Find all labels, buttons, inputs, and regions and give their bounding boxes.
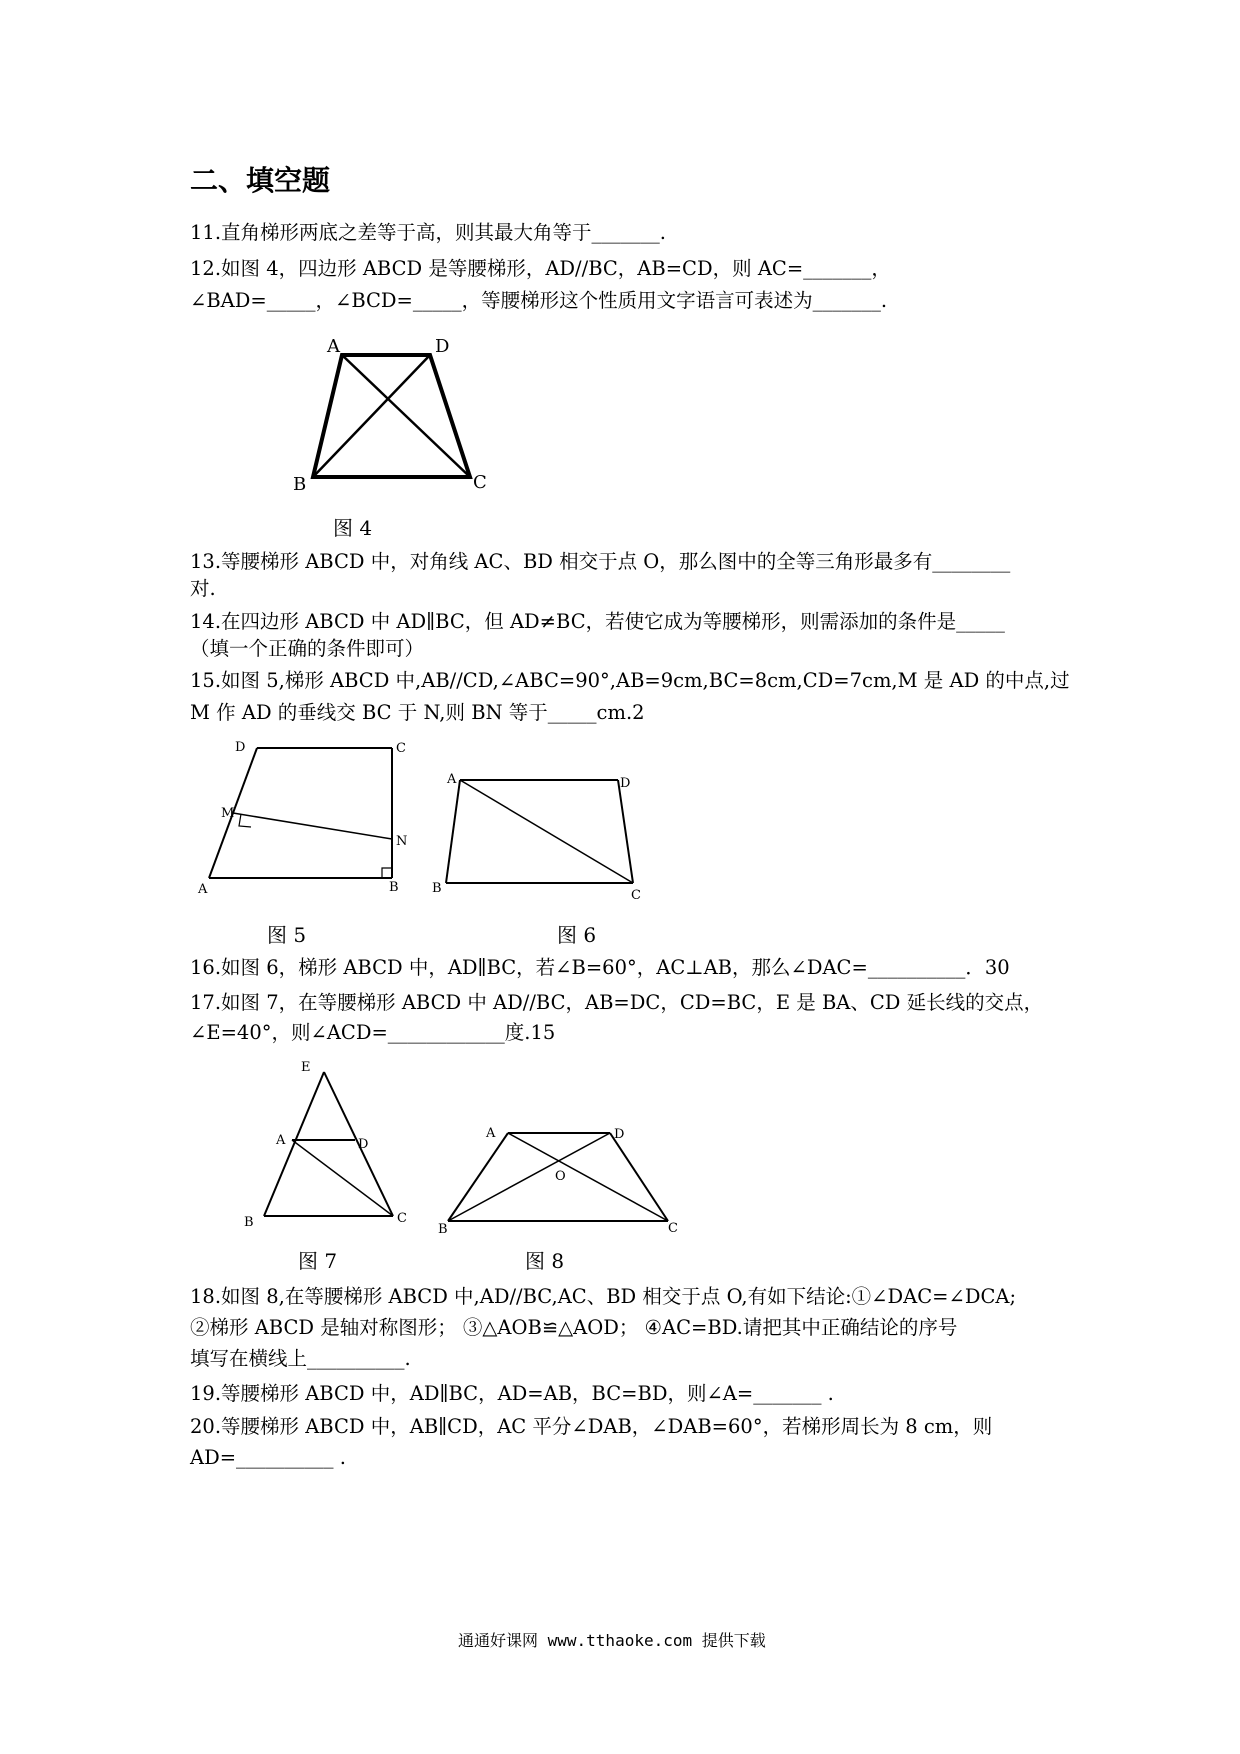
fig5-label-c: C	[396, 741, 406, 756]
figure-8	[430, 1118, 680, 1238]
figure-8-caption: 图 8	[525, 1249, 565, 1273]
question-17-line-1: 17.如图 7，在等腰梯形 ABCD 中 AD//BC，AB=DC，CD=BC，E 是 BA、CD 延长线的交点，	[190, 991, 1044, 1014]
fig5-label-a: A	[198, 882, 208, 897]
question-12-line-2: ∠BAD=_____，∠BCD=_____，等腰梯形这个性质用文字语言可表述为_______.	[190, 289, 888, 312]
question-15-line-1: 15.如图 5,梯形 ABCD 中,AB//CD,∠ABC=90°,AB=9cm,BC=8cm,CD=7cm,M 是 AD 的中点,过	[190, 669, 1070, 692]
figure-7-caption: 图 7	[298, 1249, 338, 1273]
fig5-label-n: N	[396, 834, 408, 849]
question-18-line-3: 填写在横线上__________.	[190, 1347, 411, 1370]
question-15-line-2: M 作 AD 的垂线交 BC 于 N,则 BN 等于_____cm.2	[190, 701, 645, 724]
fig5-label-b: B	[389, 880, 399, 895]
figure-4-caption: 图 4	[333, 516, 373, 540]
fig6-label-b: B	[432, 881, 442, 896]
question-14-line-2: （填一个正确的条件即可）	[190, 637, 425, 660]
fig5-label-m: M	[221, 806, 235, 821]
question-13-line-2: 对.	[190, 577, 216, 600]
fig4-label-a: A	[327, 336, 340, 357]
section-title: 二、填空题	[190, 164, 331, 197]
fig8-label-d: D	[614, 1127, 625, 1142]
question-13-line-1: 13.等腰梯形 ABCD 中，对角线 AC、BD 相交于点 O，那么图中的全等三角形最多有________	[190, 550, 1011, 573]
fig7-label-d: D	[358, 1137, 369, 1152]
question-12-line-1: 12.如图 4，四边形 ABCD 是等腰梯形，AD//BC，AB=CD，则 AC=_______，	[190, 257, 891, 280]
question-19: 19.等腰梯形 ABCD 中，AD∥BC，AD=AB，BC=BD，则∠A=_______ .	[190, 1382, 834, 1405]
fig8-label-o: O	[555, 1169, 566, 1184]
fig8-label-a: A	[486, 1126, 496, 1141]
fig5-label-d: D	[235, 740, 246, 755]
question-11: 11.直角梯形两底之差等于高，则其最大角等于_______.	[190, 221, 666, 244]
figure-4	[285, 330, 495, 500]
fig8-label-c: C	[668, 1221, 678, 1236]
question-17-line-2: ∠E=40°，则∠ACD=____________度.15	[190, 1021, 556, 1044]
figure-5-caption: 图 5	[267, 923, 307, 947]
fig7-label-e: E	[301, 1060, 311, 1075]
question-18-line-1: 18.如图 8,在等腰梯形 ABCD 中,AD//BC,AC、BD 相交于点 O,有如下结论:①∠DAC=∠DCA;	[190, 1285, 1017, 1308]
question-18-line-2: ②梯形 ABCD 是轴对称图形； ③△AOB≌△AOD； ④AC=BD.请把其中正确结论的序号	[190, 1316, 958, 1339]
fig7-label-b: B	[244, 1215, 254, 1230]
fig6-label-a: A	[447, 772, 457, 787]
figure-6-caption: 图 6	[557, 923, 597, 947]
fig4-label-b: B	[293, 474, 307, 495]
fig6-label-c: C	[631, 888, 641, 903]
fig8-label-b: B	[438, 1222, 448, 1237]
question-20-line-1: 20.等腰梯形 ABCD 中，AB∥CD，AC 平分∠DAB，∠DAB=60°，若梯形周长为 8 cm，则	[190, 1415, 993, 1438]
page-footer: 通通好课网 www.tthaoke.com 提供下载	[458, 1631, 766, 1650]
question-14-line-1: 14.在四边形 ABCD 中 AD∥BC，但 AD≠BC，若使它成为等腰梯形，则需添加的条件是_____	[190, 610, 1005, 633]
fig6-label-d: D	[620, 776, 631, 791]
fig4-label-c: C	[473, 472, 487, 493]
fig7-label-c: C	[397, 1211, 407, 1226]
figure-5	[195, 735, 415, 905]
fig7-label-a: A	[276, 1133, 286, 1148]
fig4-label-d: D	[435, 336, 450, 357]
figure-6	[420, 765, 650, 903]
question-16: 16.如图 6，梯形 ABCD 中，AD∥BC，若∠B=60°，AC⊥AB，那么∠DAC=__________．30	[190, 956, 1010, 979]
figure-7	[240, 1058, 420, 1233]
question-20-line-2: AD=__________ .	[190, 1446, 346, 1469]
